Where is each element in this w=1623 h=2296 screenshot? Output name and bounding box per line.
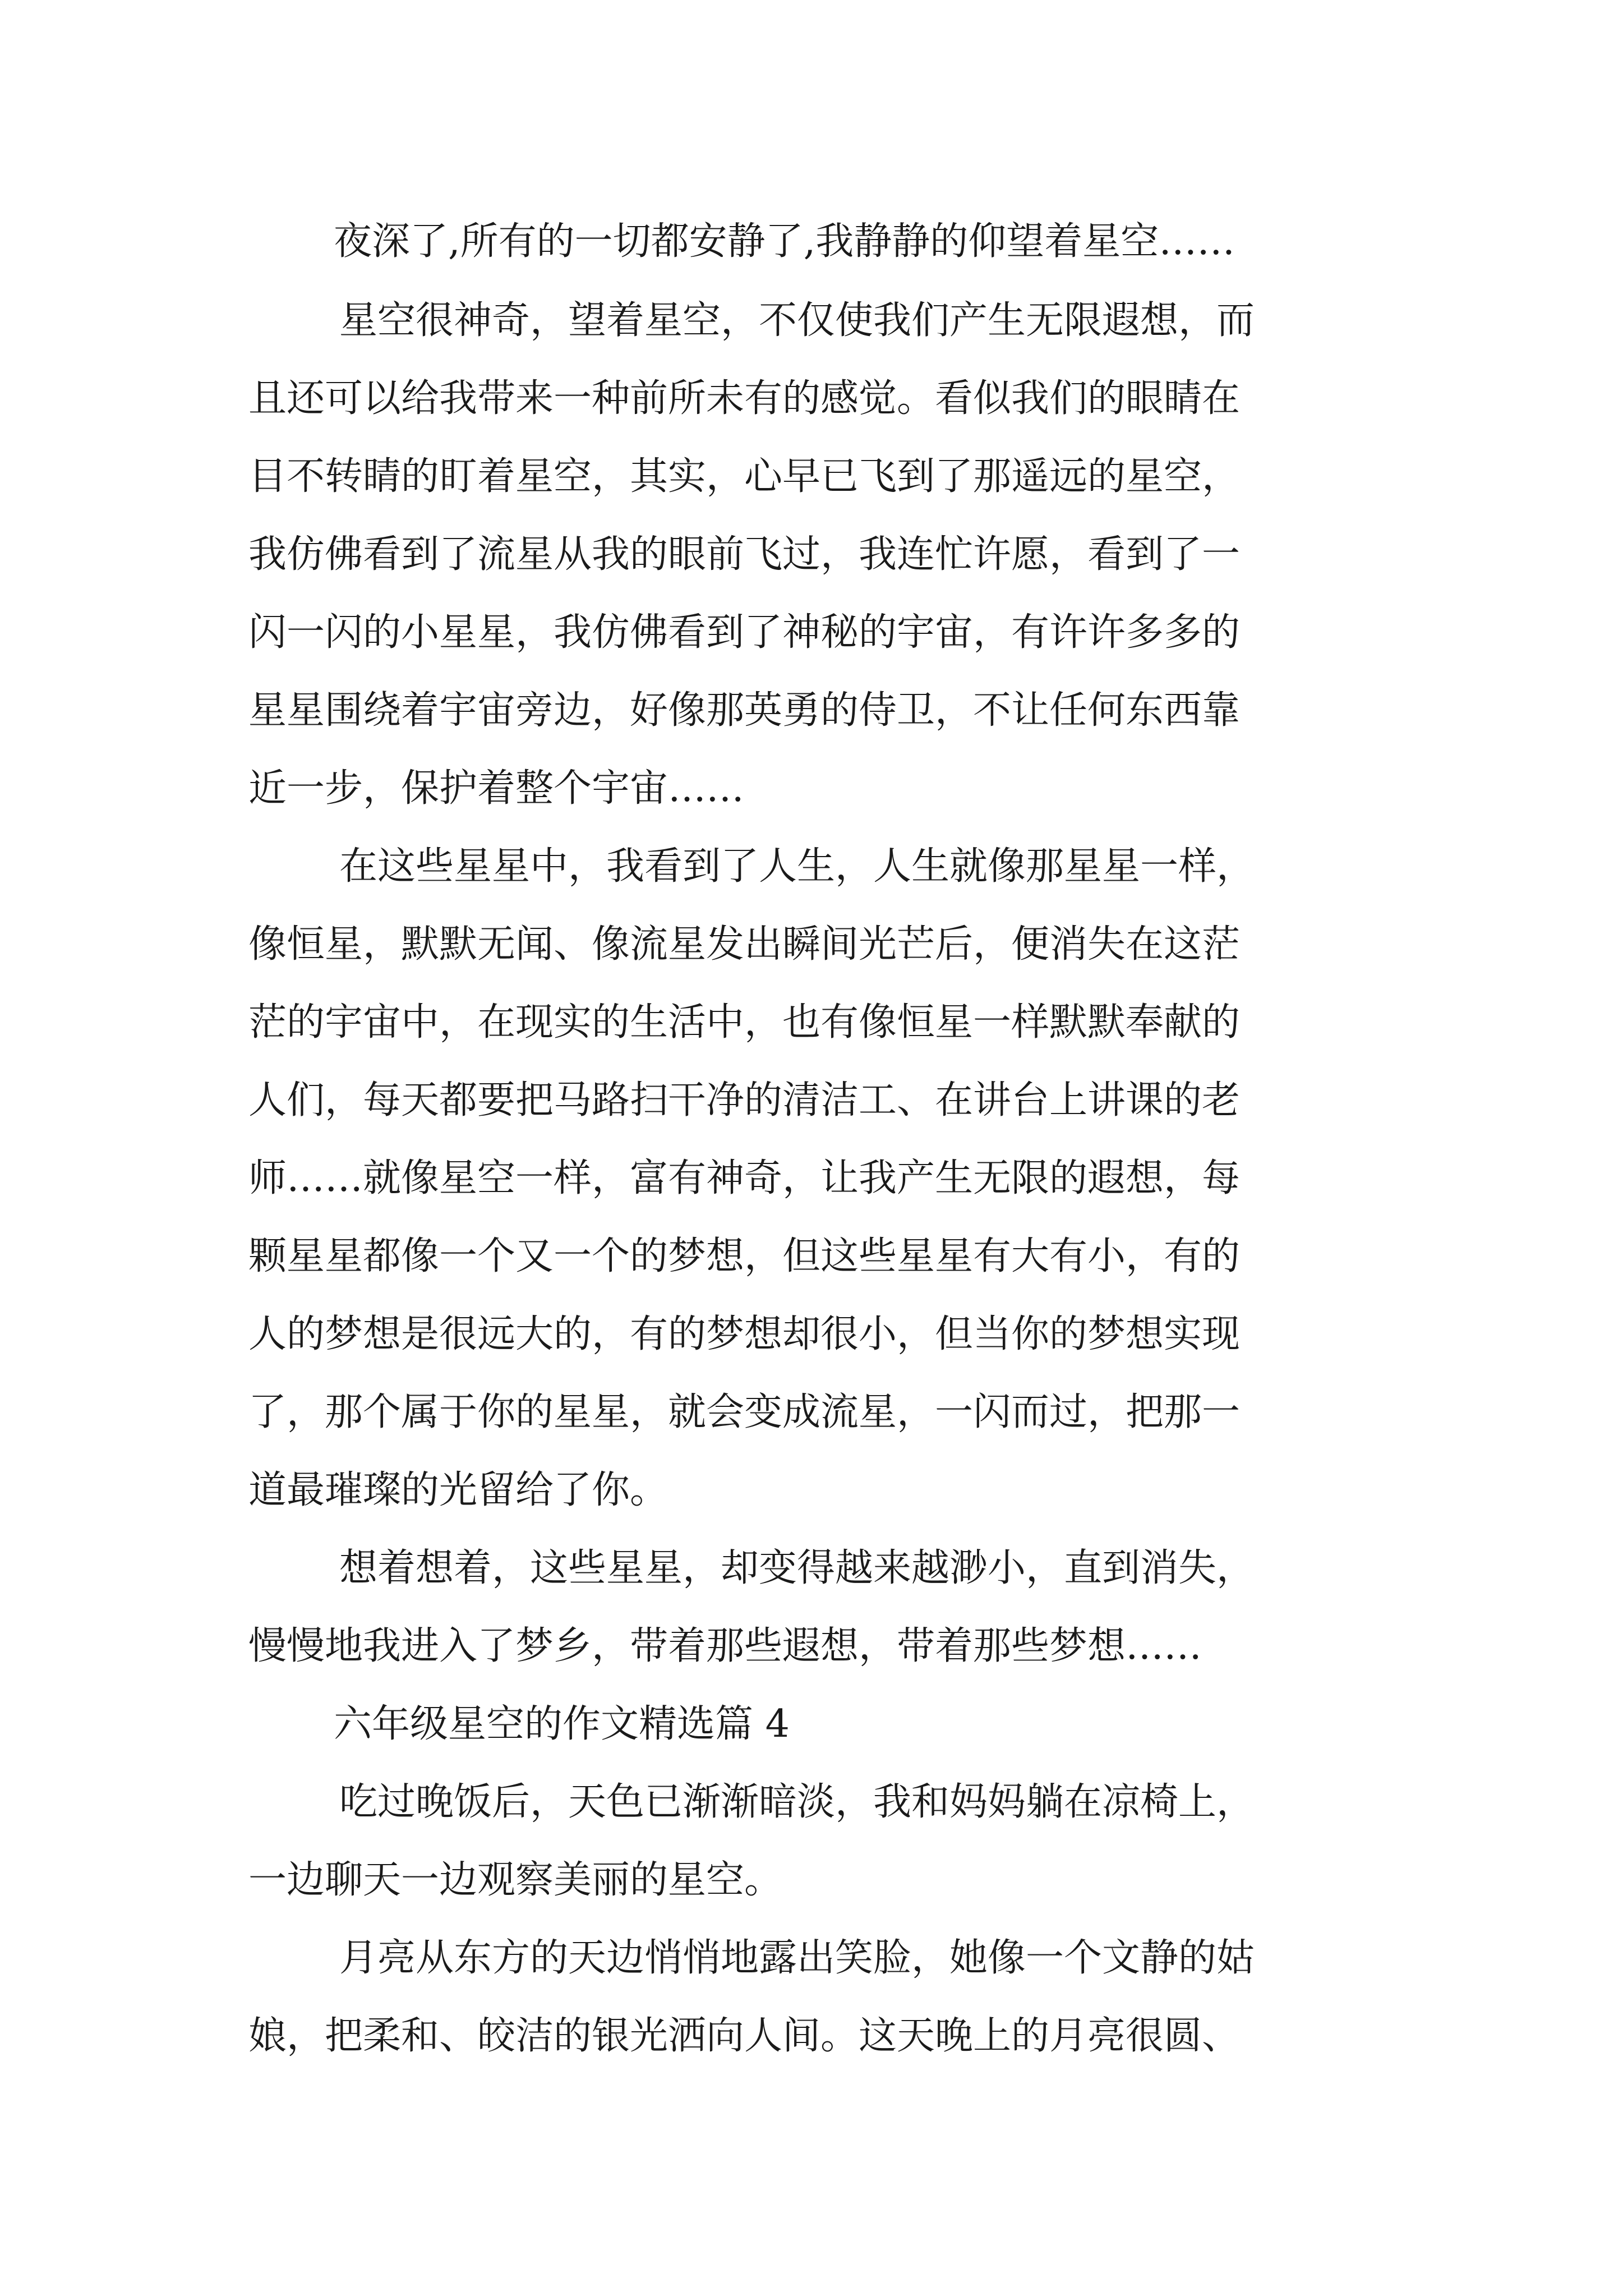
text-line: 像恒星，默默无闻、像流星发出瞬间光芒后，便消失在这茫 (248, 922, 1241, 967)
text-line: 慢慢地我进入了梦乡，带着那些遐想，带着那些梦想…… (248, 1624, 1202, 1668)
text-line: 星空很神奇，望着星空，不仅使我们产生无限遐想，而 (339, 298, 1255, 343)
text-line: 吃过晚饭后，天色已渐渐暗淡，我和妈妈躺在凉椅上， (339, 1780, 1255, 1824)
text-line: 颗星星都像一个又一个的梦想，但这些星星有大有小，有的 (248, 1234, 1241, 1278)
text-line: 人们，每天都要把马路扫干净的清洁工、在讲台上讲课的老 (248, 1078, 1241, 1122)
text-line: 闪一闪的小星星，我仿佛看到了神秘的宇宙，有许许多多的 (248, 610, 1241, 655)
text-line: 娘，把柔和、皎洁的银光洒向人间。这天晚上的月亮很圆、 (248, 2014, 1241, 2058)
text-line: 近一步，保护着整个宇宙…… (248, 766, 745, 811)
text-line: 茫的宇宙中，在现实的生活中，也有像恒星一样默默奉献的 (248, 1000, 1241, 1045)
text-line: 在这些星星中，我看到了人生，人生就像那星星一样， (339, 844, 1255, 889)
text-line: 一边聊天一边观察美丽的星空。 (248, 1858, 783, 1902)
text-line: 了，那个属于你的星星，就会变成流星，一闪而过，把那一 (248, 1390, 1241, 1434)
text-line: 我仿佛看到了流星从我的眼前飞过，我连忙许愿，看到了一 (248, 532, 1241, 577)
text-line: 师……就像星空一样，富有神奇，让我产生无限的遐想，每 (248, 1156, 1241, 1200)
text-line: 想着想着，这些星星，却变得越来越渺小，直到消失， (339, 1546, 1255, 1590)
text-line: 目不转睛的盯着星空，其实，心早已飞到了那遥远的星空， (248, 454, 1241, 499)
text-line: 夜深了,所有的一切都安静了,我静静的仰望着星空…… (334, 219, 1235, 264)
text-line: 星星围绕着宇宙旁边，好像那英勇的侍卫，不让任何东西靠 (248, 688, 1241, 733)
text-line: 人的梦想是很远大的，有的梦想却很小，但当你的梦想实现 (248, 1312, 1241, 1356)
text-line: 月亮从东方的天边悄悄地露出笑脸，她像一个文静的姑 (339, 1936, 1255, 1980)
section-heading: 六年级星空的作文精选篇 4 (334, 1702, 790, 1746)
text-line: 道最璀璨的光留给了你。 (248, 1468, 668, 1512)
text-line: 且还可以给我带来一种前所未有的感觉。看似我们的眼睛在 (248, 376, 1241, 421)
